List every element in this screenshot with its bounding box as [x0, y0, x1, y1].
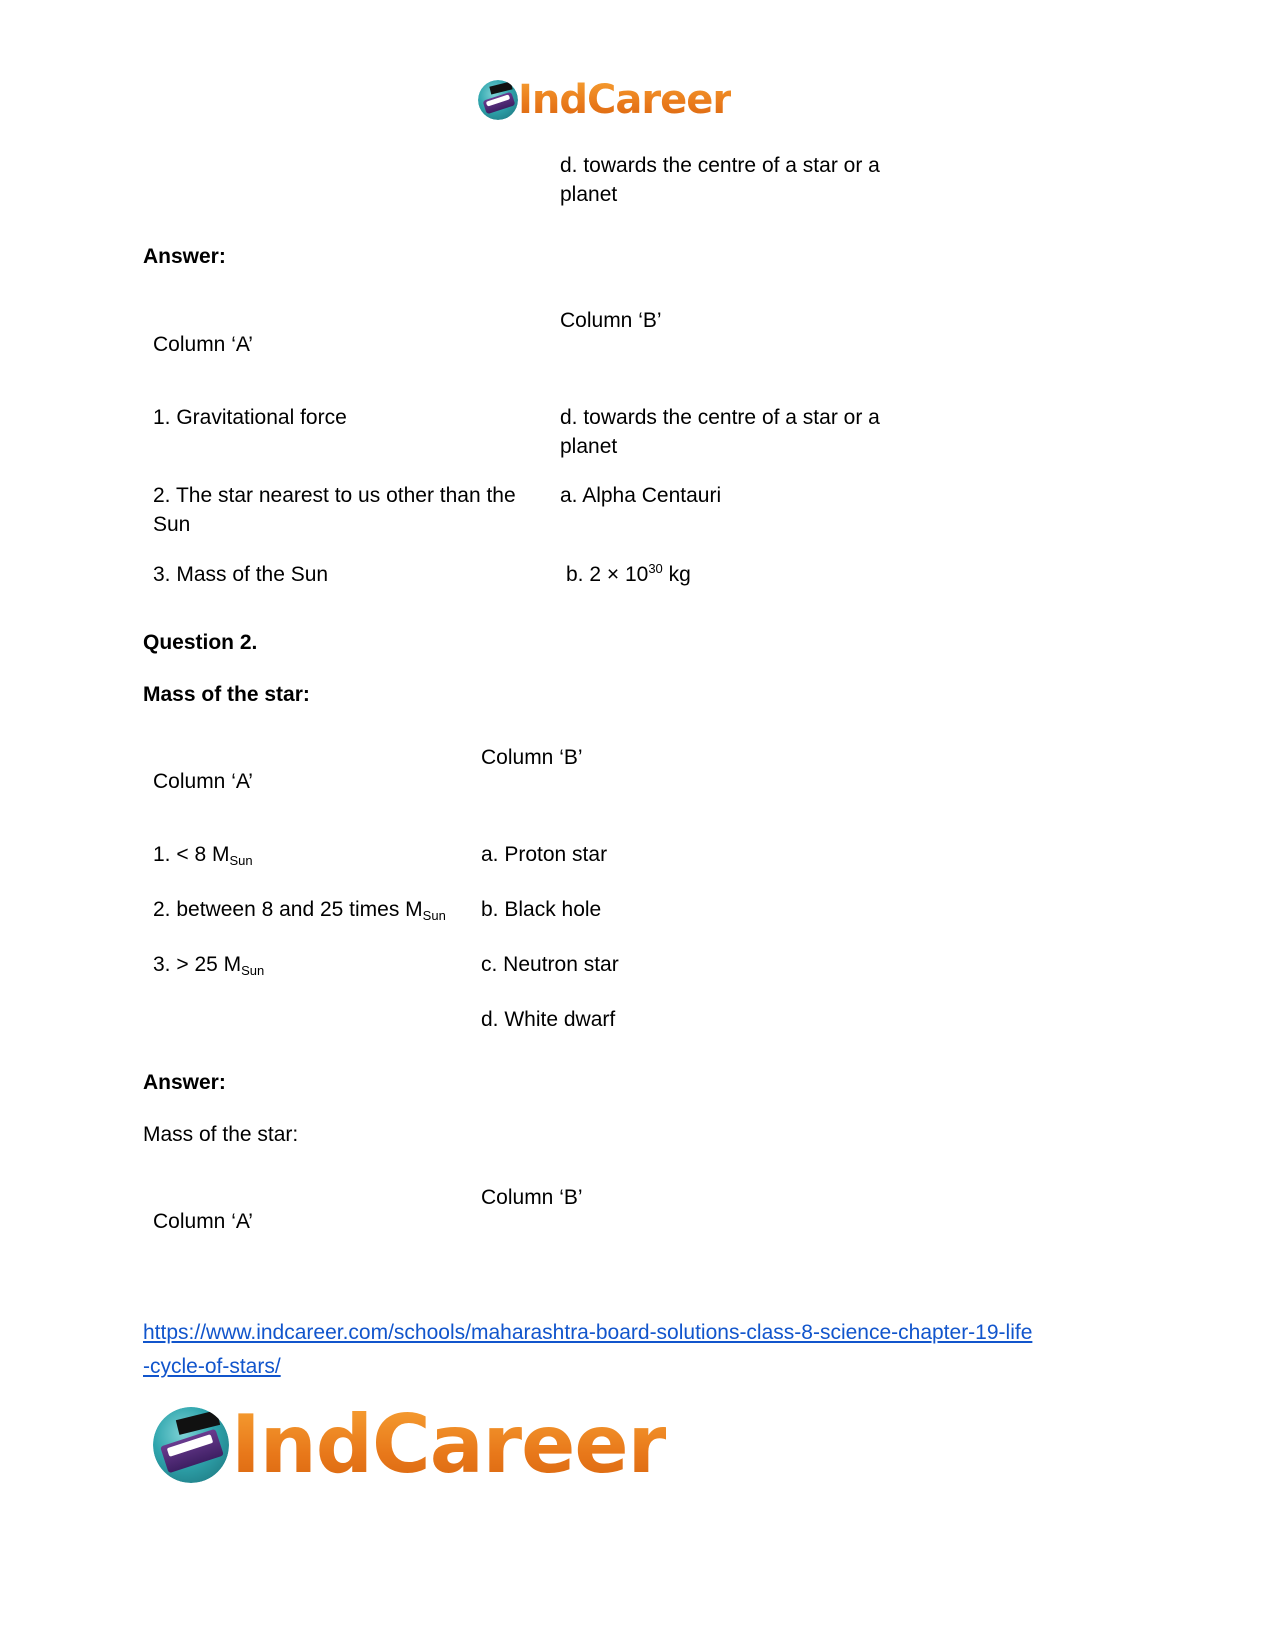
- answer-1-row-3-b-suffix: kg: [662, 563, 691, 586]
- question-2-row-2-a-prefix: 2. between 8 and 25 times M: [153, 898, 423, 921]
- question-2-row-1-a-prefix: 1. < 8 M: [153, 843, 230, 866]
- footer-source-link-line-1: https://www.indcareer.com/schools/maharashtra-board-solutions-class-8-science-chapter-19-life: [143, 1321, 1033, 1344]
- answer-1-row-2-a-line-2: Sun: [153, 513, 191, 536]
- answer-1-column-b-header: Column ‘B’: [560, 309, 662, 332]
- header-logo: [478, 76, 731, 124]
- footer-logo-emblem-icon: [153, 1407, 229, 1483]
- answer-1-row-3-b-exponent: 30: [648, 561, 663, 576]
- answer-1-row-2-b: a. Alpha Centauri: [560, 484, 722, 507]
- question-2-row-3-b: c. Neutron star: [481, 953, 619, 976]
- answer-1-row-1-b-line-2: planet: [560, 435, 618, 458]
- continuation-line-1: d. towards the centre of a star or a: [560, 154, 880, 177]
- footer-source-link-line-2: -cycle-of-stars/: [143, 1355, 281, 1378]
- answer-2-heading: Answer:: [143, 1071, 226, 1094]
- answer-1-row-3-b: [566, 560, 691, 590]
- question-2-heading: Question 2.: [143, 631, 258, 654]
- answer-1-row-3-a: 3. Mass of the Sun: [153, 563, 329, 586]
- answer-1-heading: Answer:: [143, 245, 226, 268]
- question-2-row-1-a-subscript: Sun: [229, 853, 253, 868]
- header-logo-text: IndCareer: [518, 77, 732, 123]
- question-2-row-2-b: b. Black hole: [481, 898, 602, 921]
- answer-1-row-1-a: 1. Gravitational force: [153, 406, 347, 429]
- footer-logo: [153, 1400, 666, 1490]
- answer-1-row-3-b-prefix: b. 2 × 10: [566, 563, 649, 586]
- answer-2-intro: Mass of the star:: [143, 1123, 299, 1146]
- question-2-subheading: Mass of the star:: [143, 683, 310, 706]
- question-2-row-1-a: [153, 840, 253, 870]
- continuation-line-2: planet: [560, 183, 618, 206]
- answer-2-column-b-header: Column ‘B’: [481, 1186, 583, 1209]
- question-2-row-3-a: [153, 950, 264, 980]
- question-2-row-3-a-prefix: 3. > 25 M: [153, 953, 242, 976]
- answer-1-row-1-b-line-1: d. towards the centre of a star or a: [560, 406, 880, 429]
- question-2-row-1-b: a. Proton star: [481, 843, 608, 866]
- footer-source-link[interactable]: [143, 1316, 1032, 1384]
- answer-1-column-a-header: Column ‘A’: [153, 333, 253, 356]
- question-2-column-a-header: Column ‘A’: [153, 770, 253, 793]
- answer-1-row-2-a-line-1: 2. The star nearest to us other than the: [153, 484, 516, 507]
- footer-logo-text: IndCareer: [231, 1398, 667, 1491]
- question-2-column-b-header: Column ‘B’: [481, 746, 583, 769]
- logo-emblem-icon: [478, 80, 518, 120]
- answer-2-column-a-header: Column ‘A’: [153, 1210, 253, 1233]
- question-2-row-2-a: [153, 895, 446, 925]
- question-2-row-3-a-subscript: Sun: [241, 963, 265, 978]
- question-2-row-4-b: d. White dwarf: [481, 1008, 616, 1031]
- question-2-row-2-a-subscript: Sun: [422, 908, 446, 923]
